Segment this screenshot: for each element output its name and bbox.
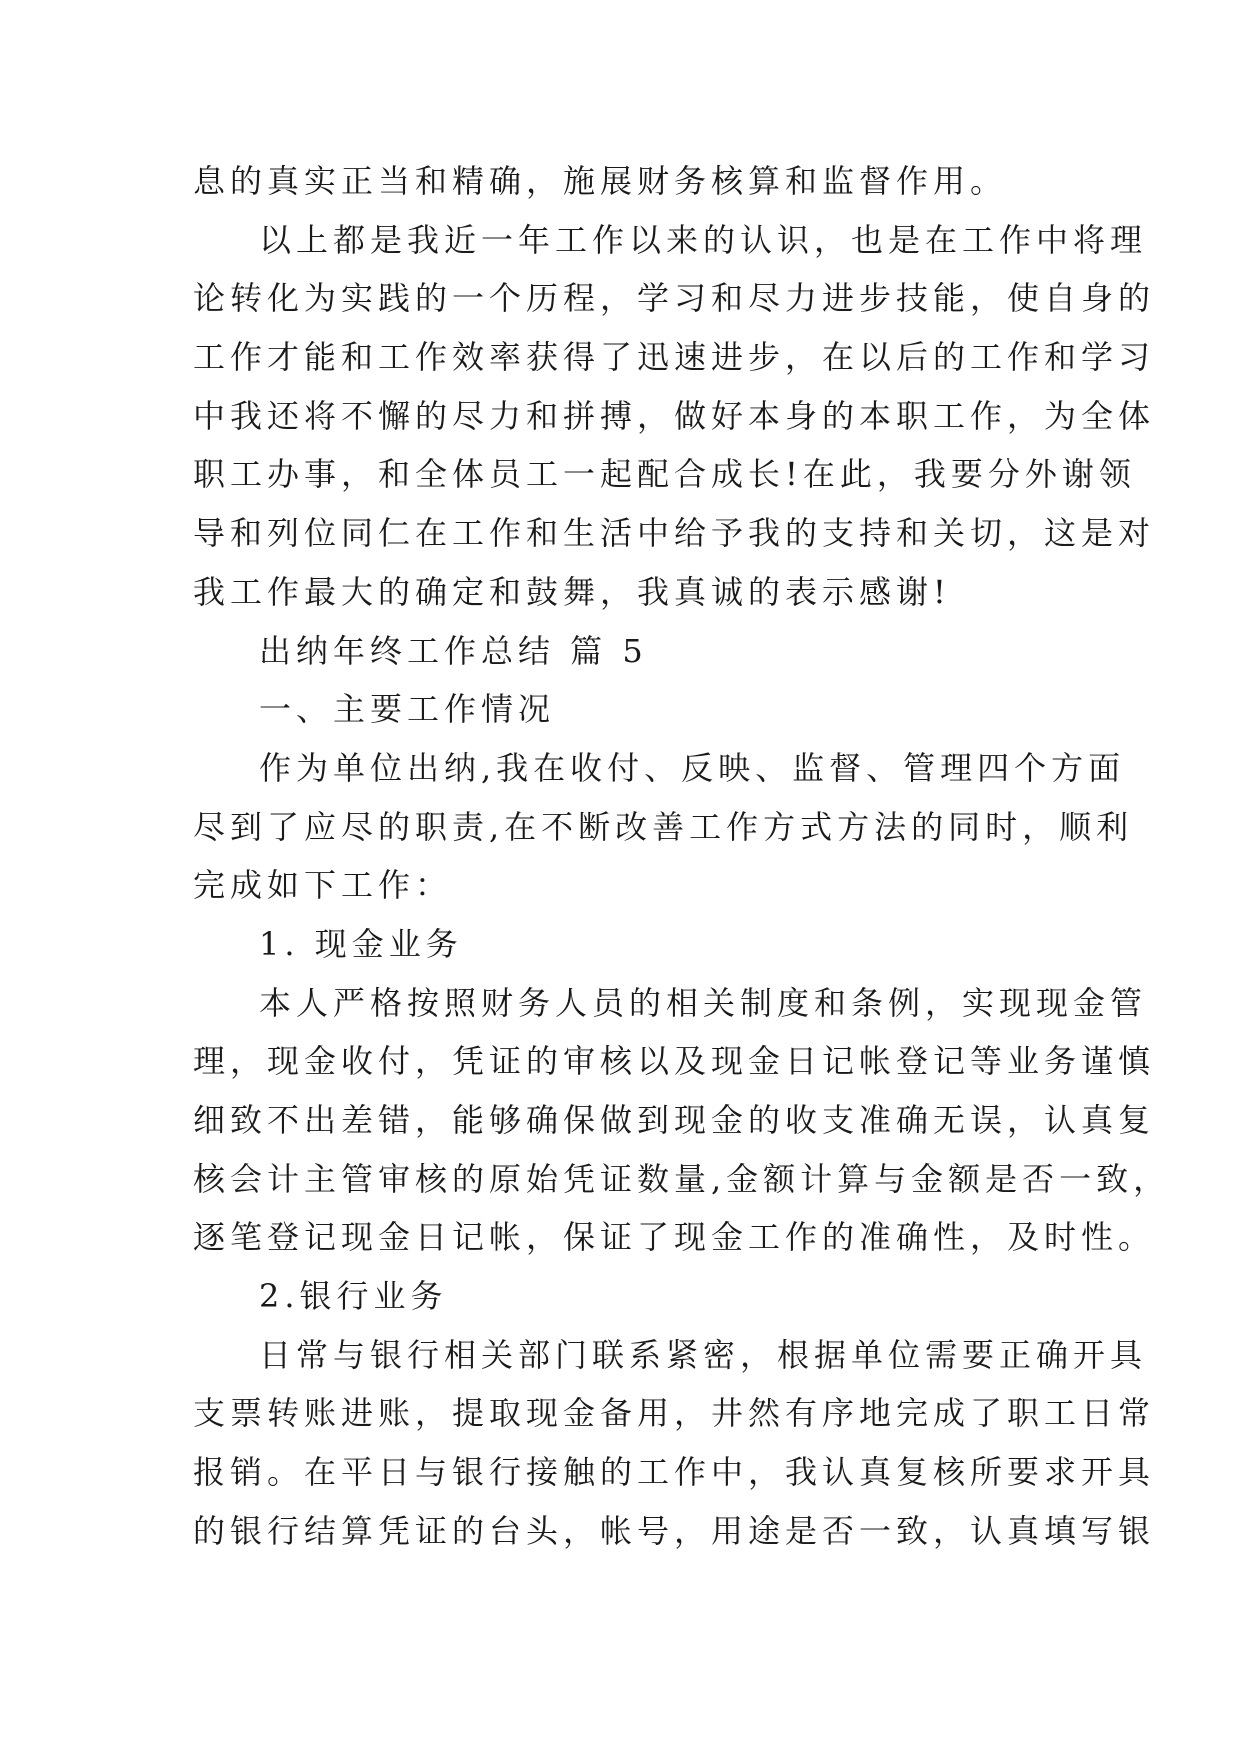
text-line: 日常与银行相关部门联系紧密，根据单位需要正确开具 [259,1335,1148,1374]
text-line: 的银行结算凭证的台头，帐号，用途是否一致，认真填写银 [193,1511,1156,1550]
text-line: 工作才能和工作效率获得了迅速进步，在以后的工作和学习 [193,338,1156,377]
document-body [193,152,1171,1561]
text-line: 尽到了应尽的职责,在不断改善工作方式方法的同时，顺利 [193,807,1134,846]
section-heading: 一、主要工作情况 [259,690,556,729]
section-title: 出纳年终工作总结 篇 5 [259,631,648,670]
text-line: 报销。在平日与银行接触的工作中，我认真复核所要求开具 [193,1453,1156,1492]
text-line: 完成如下工作： [193,866,453,905]
text-line: 本人严格按照财务人员的相关制度和条例，实现现金管 [259,983,1148,1022]
text-line: 导和列位同仁在工作和生活中给予我的支持和关切，这是对 [193,514,1156,553]
subsection-heading: 1. 现金业务 [259,924,463,963]
text-line: 核会计主管审核的原始凭证数量,金额计算与金额是否一致， [193,1159,1171,1198]
text-line: 逐笔登记现金日记帐，保证了现金工作的准确性，及时性。 [193,1218,1156,1257]
text-line: 支票转账进账，提取现金备用，井然有序地完成了职工日常 [193,1394,1156,1433]
text-line: 理，现金收付，凭证的审核以及现金日记帐登记等业务谨慎 [193,1042,1156,1081]
subsection-heading: 2.银行业务 [259,1277,448,1316]
text-line: 我工作最大的确定和鼓舞，我真诚的表示感谢! [193,572,951,611]
text-line: 息的真实正当和精确，施展财务核算和监督作用。 [193,162,1008,200]
text-line: 作为单位出纳,我在收付、反映、监督、管理四个方面 [259,748,1126,787]
text-line: 职工办事，和全体员工一起配合成长!在此，我要分外谢领 [193,455,1136,494]
text-line: 细致不出差错，能够确保做到现金的收支准确无误，认真复 [193,1101,1156,1139]
text-line: 论转化为实践的一个历程，学习和尽力进步技能，使自身的 [193,279,1156,318]
text-line: 以上都是我近一年工作以来的认识，也是在工作中将理 [259,220,1148,259]
text-line: 中我还将不懈的尽力和拼搏，做好本身的本职工作，为全体 [193,396,1156,435]
